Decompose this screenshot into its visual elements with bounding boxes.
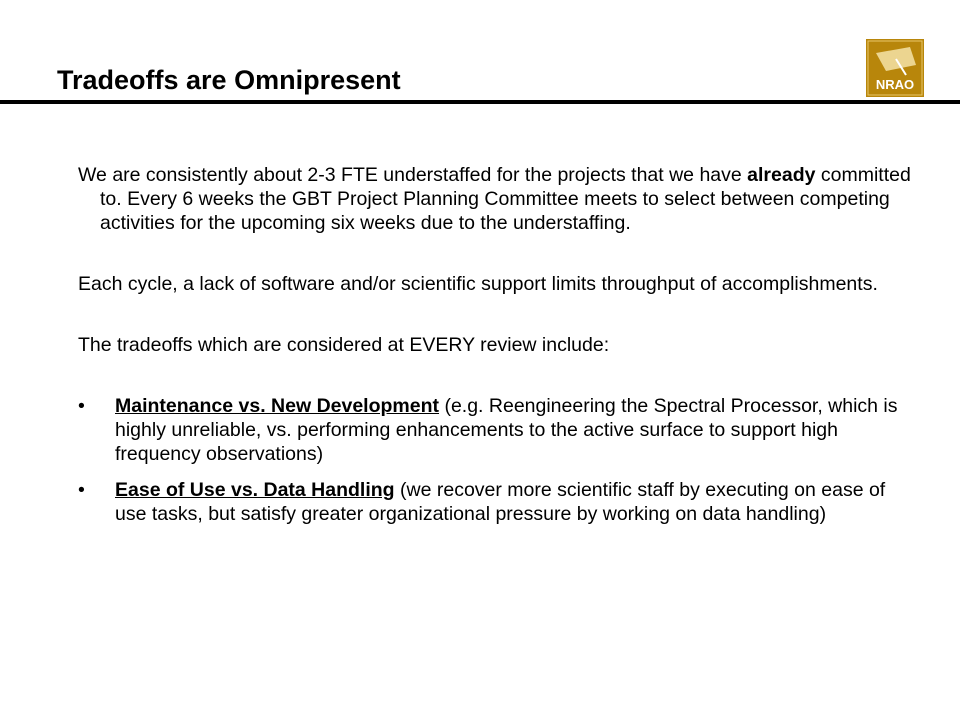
- paragraph-tradeoffs-intro: The tradeoffs which are considered at EVERY review include:: [78, 334, 610, 356]
- bullet-text: (e.g. Reengineering the Spectral Processor, which is highly unreliable, vs. performing enhancements to the active surface to support high frequency observations): [115, 395, 898, 465]
- list-item: [78, 394, 913, 466]
- logo-text: NRAO: [875, 77, 915, 92]
- list-item: [78, 478, 913, 526]
- paragraph-staffing-start: We are consistently about 2-3 FTE understaffed for the projects that we have: [78, 164, 748, 186]
- bullet-heading: Maintenance vs. New Development: [115, 395, 440, 417]
- bullet-marker: •: [78, 479, 85, 501]
- title-underline: [0, 100, 960, 104]
- tradeoff-list: [78, 394, 913, 526]
- paragraph-staffing: [78, 163, 913, 235]
- paragraph-cycle: Each cycle, a lack of software and/or scientific support limits throughput of accomplishments.: [78, 273, 878, 295]
- bullet-heading: Ease of Use vs. Data Handling: [115, 479, 395, 501]
- slide-title: Tradeoffs are Omnipresent: [57, 65, 401, 95]
- bullet-text: (we recover more scientific staff by executing on ease of use tasks, but satisfy greater organizational pressure by working on data handling): [115, 479, 886, 525]
- bullet-marker: •: [78, 395, 85, 417]
- nrao-logo-icon: [866, 39, 924, 97]
- paragraph-staffing-bold: already: [747, 164, 816, 186]
- slide-body: [78, 163, 913, 538]
- nrao-logo: [866, 39, 924, 97]
- paragraph-staffing-end: committed to. Every 6 weeks the GBT Project Planning Committee meets to select between competing activities for the upcoming six weeks due to the understaffing.: [100, 164, 911, 234]
